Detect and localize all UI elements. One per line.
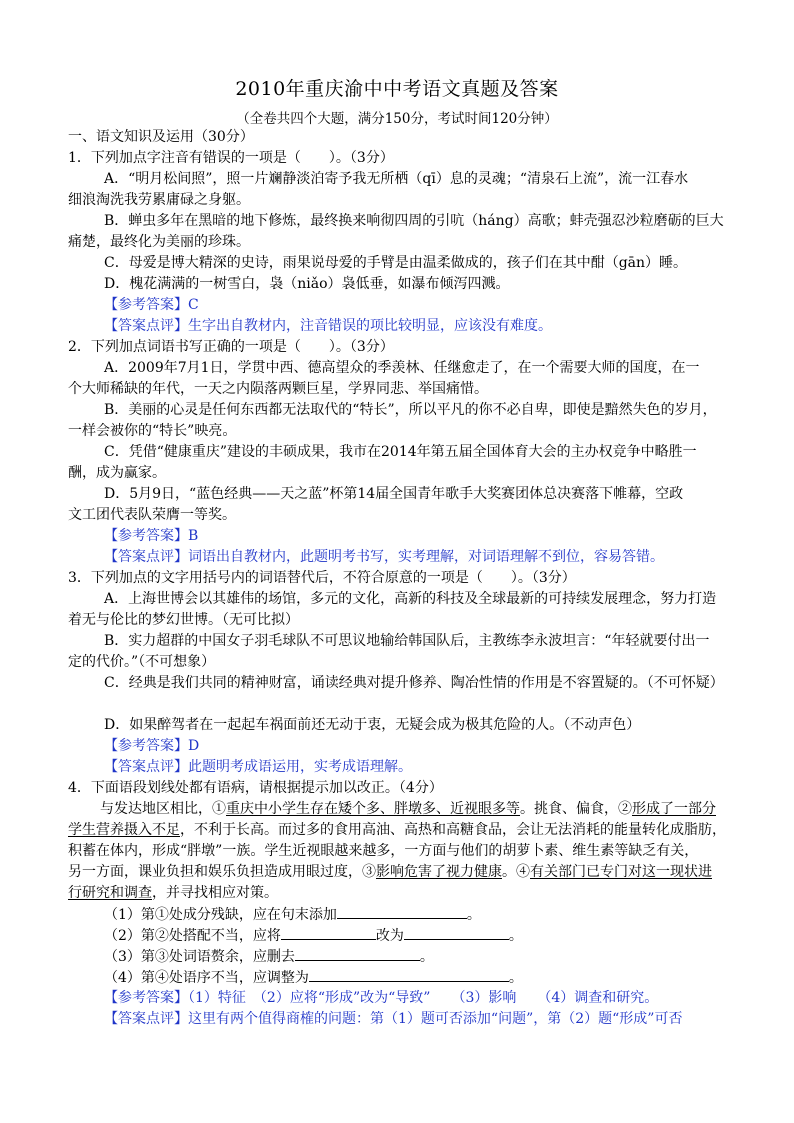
q3-option-a-cont: 着无与伦比的梦幻世博。（无可比拟） bbox=[68, 612, 299, 628]
page-title: 2010年重庆渝中中考语文真题及答案 bbox=[235, 78, 559, 100]
q2-option-c: C．凭借“健康重庆”建设的丰硕成果，我市在2014年第五届全国体育大会的主办权竞争中略胜一 bbox=[104, 444, 697, 460]
q4-stem: 4．下面语段划线处都有语病，请根据提示加以改正。（4分） bbox=[68, 780, 443, 796]
q4-underlined-4-cont: 行研究和调查 bbox=[68, 885, 152, 901]
answer-blank[interactable] bbox=[337, 904, 467, 919]
q2-comment: 【答案点评】词语出自教材内，此题明考书写，实考理解，对词语理解不到位，容易答错。 bbox=[104, 549, 664, 565]
q1-option-d: D．槐花满满的一树雪白，袅（niǎo）袅低垂，如瀑布倾泻四溅。 bbox=[104, 276, 510, 292]
q1-stem: 1．下列加点字注音有错误的一项是（ ）。（3分） bbox=[68, 150, 394, 166]
q4-underlined-4: 有关部门已专门对这一现状进 bbox=[530, 864, 712, 880]
q2-option-d: D．5月9日，“蓝色经典——天之蓝”杯第14届全国青年歌手大奖赛团体总决赛落下帷幕，空政 bbox=[104, 486, 684, 502]
q3-option-c: C．经典是我们共同的精神财富，诵读经典对提升修养、陶冶性情的作用是不容置疑的。（不可怀疑） bbox=[104, 675, 724, 691]
q3-option-d: D．如果醉驾者在一起起车祸面前还无动于衷，无疑会成为极其危险的人。（不动声色） bbox=[104, 717, 641, 733]
answer-blank[interactable] bbox=[295, 946, 420, 961]
q1-answer: 【参考答案】C bbox=[104, 297, 199, 313]
q3-option-b-cont: 定的代价。”（不可想象） bbox=[68, 654, 216, 670]
q1-option-a-cont: 细浪淘洗我劳累庸碌之身躯。 bbox=[68, 192, 250, 208]
q1-option-c: C．母爱是博大精深的史诗，雨果说母爱的手臂是由温柔做成的，孩子们在其中酣（gān）睡。 bbox=[104, 255, 688, 271]
q4-answer: 【参考答案】（1）特征 （2）应将“形成”改为“导致” （3）影响 （4）调查和研究。 bbox=[104, 990, 659, 1006]
q3-option-b: B．实力超群的中国女子羽毛球队不可思议地输给韩国队后，主教练李永波坦言：“年轻就要付出一 bbox=[104, 633, 710, 649]
q4-underlined-2-cont: 学生营养摄入不足 bbox=[68, 822, 180, 838]
q4-passage-line bbox=[68, 820, 726, 840]
q2-option-b: B．美丽的心灵是任何东西都无法取代的“特长”，所以平凡的你不必自卑，即使是黯然失色的岁月， bbox=[104, 402, 717, 418]
q2-option-b-cont: 一样会被你的“特长”映亮。 bbox=[68, 423, 237, 439]
q4-passage-line: 积蓄在体内，形成“胖墩”一族。学生近视眼越来越多，一方面与他们的胡萝卜素、维生素等缺乏有关， bbox=[68, 843, 699, 859]
q1-option-a: A．“明月松间照”，照一片斓静淡泊寄予我无所栖（qī）息的灵魂；“清泉石上流”，流一江春水 bbox=[104, 171, 689, 187]
q2-stem: 2．下列加点词语书写正确的一项是（ ）。（3分） bbox=[68, 339, 394, 355]
q3-answer: 【参考答案】D bbox=[104, 738, 200, 754]
q1-option-b-cont: 痛楚，最终化为美丽的珍珠。 bbox=[68, 234, 250, 250]
answer-blank[interactable] bbox=[281, 925, 376, 940]
q3-option-a: A．上海世博会以其雄伟的场馆，多元的文化，高新的科技及全球最新的可持续发展理念，努力打造 bbox=[104, 591, 717, 607]
q4-subquestion-3: （3）第③处词语赘余，应删去 。 bbox=[104, 946, 434, 967]
q3-stem: 3．下列加点的文字用括号内的词语替代后，不符合原意的一项是（ ）。（3分） bbox=[68, 570, 576, 586]
q4-passage-line bbox=[100, 799, 716, 819]
q4-comment: 【答案点评】这里有两个值得商榷的问题：第（1）题可否添加“问题”，第（2）题“形成”可否 bbox=[104, 1011, 683, 1027]
q4-text: 。挑食、偏食，② bbox=[520, 801, 632, 817]
q4-text: ，不利于长高。而过多的食用高油、高热和高糖食品，会让无法消耗的能量转化成脂肪， bbox=[180, 822, 726, 838]
q4-underlined-2: 形成了一部分 bbox=[632, 801, 716, 817]
section-heading: 一、语文知识及运用（30分） bbox=[68, 129, 254, 145]
q4-text: 。④ bbox=[502, 864, 530, 880]
q2-option-a: A．2009年7月1日，学贯中西、德高望众的季羡林、任继愈走了，在一个需要大师的国度，在一 bbox=[104, 360, 700, 376]
q4-subquestion-2: （2）第②处搭配不当，应将 改为 。 bbox=[104, 925, 523, 946]
q4-text: ，并寻找相应对策。 bbox=[152, 885, 278, 901]
q2-option-d-cont: 文工团代表队荣膺一等奖。 bbox=[68, 507, 236, 523]
q3-comment: 【答案点评】此题明考成语运用，实考成语理解。 bbox=[104, 759, 412, 775]
q4-text: 另一方面，课业负担和娱乐负担造成用眼过度，③ bbox=[68, 864, 376, 880]
q1-option-b: B．蝉虫多年在黑暗的地下修炼，最终换来响彻四周的引吭（háng）高歌；蚌壳强忍沙粒磨砺的巨大 bbox=[104, 213, 724, 229]
answer-blank[interactable] bbox=[404, 925, 509, 940]
answer-blank[interactable] bbox=[309, 967, 509, 982]
q4-passage-line bbox=[68, 862, 712, 882]
q4-underlined-1: 重庆中小学生存在矮个多、胖墩多、近视眼多等 bbox=[226, 801, 520, 817]
page-subtitle: （全卷共四个大题，满分150分，考试时间120分钟） bbox=[236, 111, 558, 127]
q2-answer: 【参考答案】B bbox=[104, 528, 199, 544]
q2-option-a-cont: 个大师稀缺的年代，一天之内陨落两颗巨星，学界同悲、举国痛惜。 bbox=[68, 381, 488, 397]
q4-subquestion-4: （4）第④处语序不当，应调整为 。 bbox=[104, 967, 523, 988]
q4-text: 与发达地区相比，① bbox=[100, 801, 226, 817]
q4-passage-line bbox=[68, 883, 278, 903]
q4-underlined-3: 影响危害了视力健康 bbox=[376, 864, 502, 880]
q1-comment: 【答案点评】生字出自教材内，注音错误的项比较明显，应该没有难度。 bbox=[104, 318, 552, 334]
q4-subquestion-1: （1）第①处成分残缺，应在句末添加 。 bbox=[104, 904, 481, 925]
q2-option-c-cont: 酬，成为赢家。 bbox=[68, 465, 166, 481]
